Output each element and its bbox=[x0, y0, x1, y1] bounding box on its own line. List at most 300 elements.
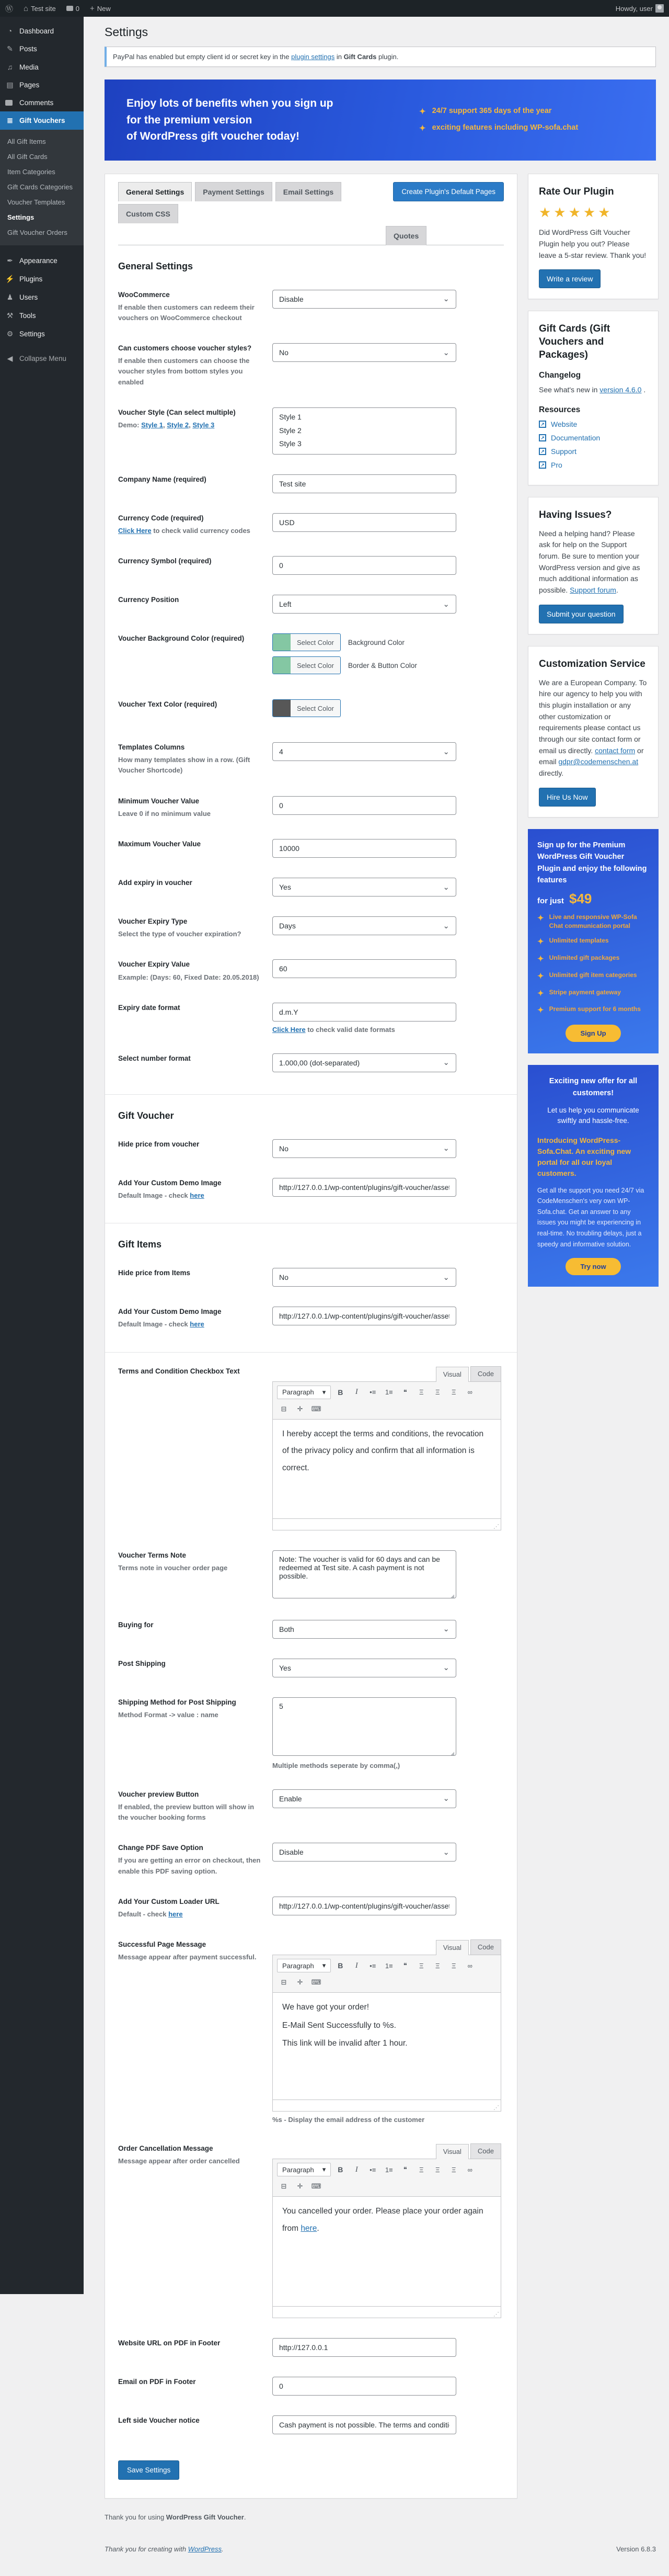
try-now-button[interactable]: Try now bbox=[566, 1258, 620, 1275]
price-value: $49 bbox=[569, 890, 592, 906]
sidebar-item-plugins[interactable] bbox=[0, 270, 84, 288]
field-sublabel bbox=[118, 302, 261, 323]
select-change-pdf-save-option[interactable] bbox=[272, 1843, 456, 1862]
comments-bubble-icon bbox=[66, 6, 73, 11]
voucher-style-multiselect[interactable] bbox=[272, 407, 456, 455]
align-right-icon[interactable]: Ξ bbox=[452, 2165, 456, 2174]
external-link-icon: ↗ bbox=[539, 448, 546, 455]
sublabel-text: Default Image - check bbox=[118, 1191, 190, 1200]
save-settings-button[interactable]: Save Settings bbox=[118, 2460, 179, 2480]
sidebar-item-users[interactable] bbox=[0, 288, 84, 307]
fullscreen-icon[interactable]: ✛ bbox=[297, 1404, 303, 1413]
submenu-item-item-categories[interactable]: Item Categories bbox=[7, 168, 55, 176]
customization-text-text: We are a European Company. To hire our agency to help you with this plugin installation or any other customization or requirements please contact us through our site contact form or email us directly. bbox=[539, 678, 647, 755]
align-left-icon[interactable]: Ξ bbox=[419, 1388, 424, 1397]
form-row bbox=[118, 2338, 504, 2357]
editor-paragraph bbox=[282, 1426, 491, 1477]
field-sublabel bbox=[118, 809, 261, 819]
select-buying-for[interactable] bbox=[272, 1620, 456, 1639]
keyboard-icon[interactable]: ⌨ bbox=[311, 1404, 321, 1413]
select-value: Disable bbox=[279, 1848, 304, 1857]
field-control-cell bbox=[272, 1843, 504, 1877]
numbered-list-icon[interactable]: 1≡ bbox=[385, 2165, 393, 2174]
field-label: Left side Voucher notice bbox=[118, 2416, 200, 2425]
input-currency-code[interactable] bbox=[272, 513, 456, 532]
editor-content[interactable] bbox=[272, 2197, 501, 2307]
chevron-down-icon: ⌄ bbox=[443, 1625, 449, 1634]
sidebar-item-gift-vouchers[interactable] bbox=[0, 111, 84, 130]
customization-text bbox=[539, 677, 648, 779]
sublabel-text: Select the type of voucher expiration? bbox=[118, 930, 241, 938]
editor-link[interactable]: here bbox=[301, 2223, 317, 2233]
changelog-text-text: . bbox=[641, 385, 646, 394]
new-content-menu[interactable] bbox=[85, 0, 116, 17]
field-label: Voucher preview Button bbox=[118, 1790, 199, 1798]
section-title: General Settings bbox=[118, 260, 193, 271]
field-control-cell bbox=[272, 1307, 504, 1330]
field-label: Expiry date format bbox=[118, 1003, 180, 1012]
form-row bbox=[118, 513, 504, 536]
new-label: New bbox=[97, 4, 111, 13]
sidebar-item-label: Gift Vouchers bbox=[19, 117, 65, 124]
field-label: Currency Code (required) bbox=[118, 514, 204, 522]
color-caption: Border & Button Color bbox=[348, 661, 417, 669]
multiselect-option[interactable]: Style 1 bbox=[279, 412, 302, 421]
resource-link-pro[interactable]: Pro bbox=[551, 461, 562, 469]
having-issues-title: Having Issues? bbox=[539, 509, 612, 520]
wp-footer-text-text: . bbox=[222, 2545, 224, 2554]
wp-footer bbox=[105, 2545, 656, 2566]
select-color-button[interactable] bbox=[272, 656, 341, 674]
field-label-cell bbox=[118, 1659, 272, 1677]
chevron-down-icon: ⌄ bbox=[443, 1847, 449, 1857]
sidebar-item-appearance[interactable] bbox=[0, 252, 84, 270]
textarea-shipping-method-for-post-shipping[interactable] bbox=[272, 1697, 456, 1756]
editor-text: We have got your order! bbox=[282, 2003, 369, 2012]
input-add-your-custom-demo-image[interactable] bbox=[272, 1307, 456, 1325]
field-label-cell bbox=[118, 513, 272, 536]
field-label: Shipping Method for Post Shipping bbox=[118, 1698, 236, 1706]
select-color-button[interactable] bbox=[272, 699, 341, 717]
sparkle-icon: ✦ bbox=[537, 937, 544, 947]
input-email-on-pdf-in-footer[interactable] bbox=[272, 2377, 456, 2396]
field-control-cell bbox=[272, 742, 504, 776]
having-issues-text-link[interactable]: Support forum bbox=[570, 586, 616, 595]
form-row bbox=[118, 1053, 504, 1072]
users-icon: ♟ bbox=[6, 293, 14, 301]
form-row bbox=[118, 878, 504, 897]
sparkle-icon: ✦ bbox=[537, 971, 544, 981]
write-review-button[interactable]: Write a review bbox=[539, 269, 601, 288]
wp-footer-text-link[interactable]: WordPress bbox=[188, 2545, 222, 2554]
editor-code-tab[interactable]: Code bbox=[470, 1366, 501, 1381]
editor-visual-tab[interactable]: Visual bbox=[436, 1367, 469, 1382]
tab-payment-settings[interactable]: Payment Settings bbox=[195, 182, 272, 201]
sublabel-link[interactable]: Style 2 bbox=[167, 421, 189, 429]
field-label: Voucher Expiry Value bbox=[118, 960, 190, 969]
editor-paragraph bbox=[282, 1999, 491, 2016]
chevron-down-icon: ⌄ bbox=[443, 1663, 449, 1673]
field-label: Currency Symbol (required) bbox=[118, 557, 212, 565]
sublabel-link[interactable]: Click Here bbox=[118, 526, 152, 535]
sidebar-item-comments[interactable] bbox=[0, 94, 84, 111]
keyboard-icon[interactable]: ⌨ bbox=[311, 2182, 321, 2191]
bold-icon[interactable]: B bbox=[338, 1961, 343, 1970]
field-label-cell bbox=[118, 1789, 272, 1823]
sublabel-text: If you are getting an error on checkout, then enable this PDF saving option. bbox=[118, 1856, 261, 1875]
bullet-list-icon[interactable]: •≡ bbox=[370, 2165, 376, 2174]
field-label-cell bbox=[118, 1003, 272, 1034]
select-value: Days bbox=[279, 922, 296, 930]
bullet-list-icon[interactable]: •≡ bbox=[370, 1961, 376, 1970]
numbered-list-icon[interactable]: 1≡ bbox=[385, 1388, 393, 1397]
select-can-customers-choose-voucher-styles-[interactable] bbox=[272, 343, 456, 362]
form-row bbox=[118, 839, 504, 858]
form-row bbox=[118, 1620, 504, 1639]
tab-email-settings[interactable]: Email Settings bbox=[275, 182, 341, 201]
align-right-icon[interactable]: Ξ bbox=[452, 1388, 456, 1397]
premium-feature-text: Stripe payment gateway bbox=[549, 988, 621, 996]
chevron-down-icon: ⌄ bbox=[443, 882, 449, 892]
field-control-cell bbox=[272, 343, 504, 388]
bold-icon[interactable]: B bbox=[338, 1388, 343, 1397]
editor-visual-tab[interactable]: Visual bbox=[436, 2144, 469, 2159]
chevron-down-icon: ⌄ bbox=[443, 1058, 449, 1068]
input-expiry-date-format[interactable] bbox=[272, 1003, 456, 1022]
field-control-cell bbox=[272, 2338, 504, 2357]
select-hide-price-from-voucher[interactable] bbox=[272, 1139, 456, 1158]
note-link[interactable]: Click Here bbox=[272, 1025, 306, 1034]
banner-bullet-text: 24/7 support 365 days of the year bbox=[432, 107, 552, 116]
sublabel-link[interactable]: here bbox=[168, 1910, 183, 1918]
color-caption: Background Color bbox=[348, 638, 405, 646]
sublabel-link[interactable]: here bbox=[190, 1320, 204, 1329]
field-control-cell bbox=[272, 1939, 504, 2124]
align-left-icon[interactable]: Ξ bbox=[419, 2165, 424, 2174]
sidebar-item-label: Media bbox=[19, 63, 39, 71]
field-control-cell bbox=[272, 1053, 504, 1072]
section-title: Gift Voucher bbox=[118, 1110, 174, 1121]
chevron-down-icon: ⌄ bbox=[443, 348, 449, 357]
resource-link-row bbox=[539, 420, 648, 428]
resource-link-row bbox=[539, 461, 648, 469]
gift-cards-card bbox=[528, 311, 659, 485]
field-label-cell bbox=[118, 1053, 272, 1072]
field-label-cell bbox=[118, 2377, 272, 2396]
paragraph-format-select[interactable] bbox=[277, 2163, 331, 2176]
field-control-cell bbox=[272, 595, 504, 614]
more-tag-icon[interactable]: ⊟ bbox=[281, 2182, 287, 2191]
plugins-icon: ⚡ bbox=[5, 275, 15, 283]
textarea-voucher-terms-note[interactable] bbox=[272, 1550, 456, 1598]
align-right-icon[interactable]: Ξ bbox=[452, 1961, 456, 1970]
form-row bbox=[118, 1843, 504, 1877]
gift-vouchers-submenu bbox=[0, 130, 84, 245]
input-minimum-voucher-value[interactable] bbox=[272, 796, 456, 815]
field-label-cell bbox=[118, 1366, 272, 1530]
form-row bbox=[118, 2377, 504, 2396]
form-row bbox=[118, 343, 504, 388]
numbered-list-icon[interactable]: 1≡ bbox=[385, 1961, 393, 1970]
submenu-item-gift-cards-categories[interactable]: Gift Cards Categories bbox=[7, 183, 73, 191]
sublabel-link[interactable]: Style 1 bbox=[141, 421, 163, 429]
sidebar-item-dashboard[interactable] bbox=[0, 22, 84, 40]
resource-link-row bbox=[539, 447, 648, 456]
input-left-side-voucher-notice[interactable] bbox=[272, 2415, 456, 2434]
bold-icon[interactable]: B bbox=[338, 2165, 343, 2174]
editor-content[interactable] bbox=[272, 1420, 501, 1519]
bullet-list-icon[interactable]: •≡ bbox=[370, 1388, 376, 1397]
editor-text: I hereby accept the terms and conditions, the revocation of the privacy policy and confirm that all information is correct. bbox=[282, 1429, 484, 1472]
select-voucher-preview-button[interactable] bbox=[272, 1789, 456, 1808]
external-link-icon: ↗ bbox=[539, 434, 546, 441]
field-label-cell bbox=[118, 878, 272, 897]
select-templates-columns[interactable] bbox=[272, 742, 456, 761]
link-icon[interactable]: ∞ bbox=[467, 1961, 472, 1970]
submit-question-button[interactable]: Submit your question bbox=[539, 605, 624, 623]
create-default-pages-button[interactable]: Create Plugin's Default Pages bbox=[393, 182, 504, 201]
editor-toolbar-row bbox=[277, 1386, 497, 1399]
form-row bbox=[118, 1268, 504, 1287]
editor-code-tab[interactable]: Code bbox=[470, 2143, 501, 2159]
field-control-cell bbox=[272, 1897, 504, 1920]
sidebar-item-tools[interactable] bbox=[0, 307, 84, 325]
field-label: Maximum Voucher Value bbox=[118, 840, 201, 848]
editor-visual-tab[interactable]: Visual bbox=[436, 1940, 469, 1955]
plugin-footer-text-bold: WordPress Gift Voucher bbox=[166, 2513, 244, 2522]
wp-editor bbox=[272, 1939, 501, 2112]
field-control-cell bbox=[272, 1550, 504, 1600]
align-left-icon[interactable]: Ξ bbox=[419, 1961, 424, 1970]
select-currency-position[interactable] bbox=[272, 595, 456, 614]
field-label-cell bbox=[118, 343, 272, 388]
customization-text-link[interactable]: contact form bbox=[595, 746, 636, 755]
field-label: Website URL on PDF in Footer bbox=[118, 2339, 221, 2347]
settings-icon: ⚙ bbox=[6, 330, 14, 338]
field-control-cell bbox=[272, 2143, 504, 2318]
sidebar-item-media[interactable] bbox=[0, 58, 84, 76]
page-title: Settings bbox=[105, 25, 148, 39]
sublabel-text: Demo: bbox=[118, 421, 142, 429]
wp-logo-menu[interactable] bbox=[0, 0, 18, 17]
editor-paragraph bbox=[282, 2017, 491, 2035]
submenu-item-voucher-templates[interactable]: Voucher Templates bbox=[7, 198, 65, 206]
sublabel-text: Message appear after payment successful. bbox=[118, 1953, 257, 1961]
changelog-text bbox=[539, 384, 648, 396]
link-icon[interactable]: ∞ bbox=[467, 2165, 472, 2174]
form-row bbox=[118, 1139, 504, 1158]
sparkle-icon: ✦ bbox=[537, 989, 544, 998]
wp-footer-text bbox=[105, 2545, 224, 2553]
paragraph-format-select[interactable] bbox=[277, 1959, 331, 1972]
input-maximum-voucher-value[interactable] bbox=[272, 839, 456, 858]
paypal-notice-text-link[interactable]: plugin settings bbox=[291, 53, 335, 61]
premium-banner[interactable] bbox=[105, 80, 656, 161]
resource-link-documentation[interactable]: Documentation bbox=[551, 434, 601, 442]
collapse-icon: ◀ bbox=[7, 354, 13, 362]
link-icon[interactable]: ∞ bbox=[467, 1388, 472, 1397]
field-label-cell bbox=[118, 2143, 272, 2318]
tab-custom-css[interactable]: Custom CSS bbox=[118, 204, 178, 223]
hire-us-button[interactable]: Hire Us Now bbox=[539, 788, 596, 807]
comments-admin-bar[interactable] bbox=[61, 0, 85, 17]
banner-bullets bbox=[419, 99, 578, 140]
field-sublabel bbox=[118, 2156, 261, 2166]
submenu-item-settings[interactable]: Settings bbox=[7, 213, 34, 221]
form-row bbox=[118, 742, 504, 776]
tab-quotes[interactable]: Quotes bbox=[386, 226, 426, 245]
align-center-icon[interactable]: Ξ bbox=[435, 1961, 440, 1970]
editor-toolbar-row bbox=[277, 1403, 497, 1415]
input-website-url-on-pdf-in-footer[interactable] bbox=[272, 2338, 456, 2357]
field-control-cell bbox=[272, 699, 504, 722]
field-sublabel bbox=[118, 1909, 261, 1920]
sidebar-item-settings[interactable] bbox=[0, 325, 84, 343]
site-name-menu[interactable] bbox=[18, 0, 61, 17]
fullscreen-icon[interactable]: ✛ bbox=[297, 2182, 303, 2191]
form-row bbox=[118, 2143, 504, 2318]
field-sublabel bbox=[118, 929, 261, 939]
input-company-name[interactable] bbox=[272, 474, 456, 493]
field-control-cell bbox=[272, 1178, 504, 1201]
multiselect-option[interactable]: Style 2 bbox=[279, 426, 302, 435]
field-label: Add Your Custom Demo Image bbox=[118, 1308, 222, 1316]
select-value: 4 bbox=[279, 747, 283, 756]
field-control-cell bbox=[272, 1003, 504, 1034]
blockquote-icon[interactable]: ❝ bbox=[403, 2165, 407, 2174]
multiselect-option[interactable]: Style 3 bbox=[279, 439, 302, 448]
form-row bbox=[118, 290, 504, 324]
sidebar-item-label: Collapse Menu bbox=[19, 355, 67, 362]
field-control-cell bbox=[272, 556, 504, 575]
banner-headline-line: of WordPress gift voucher today! bbox=[126, 130, 299, 142]
select-value: Disable bbox=[279, 294, 304, 303]
editor-text: E-Mail Sent Successfully to %s. bbox=[282, 2021, 396, 2030]
resource-link-website[interactable]: Website bbox=[551, 420, 578, 428]
submenu-item-all-gift-cards[interactable]: All Gift Cards bbox=[7, 153, 48, 161]
sublabel-link[interactable]: Style 3 bbox=[192, 421, 215, 429]
sidebar-item-collapse-menu[interactable] bbox=[0, 349, 84, 368]
blockquote-icon[interactable]: ❝ bbox=[403, 1961, 407, 1970]
paragraph-label: Paragraph bbox=[282, 1388, 314, 1397]
sublabel-link[interactable]: here bbox=[190, 1191, 204, 1200]
submenu-item-all-gift-items[interactable]: All Gift Items bbox=[7, 138, 46, 145]
field-sublabel bbox=[118, 1563, 261, 1573]
input-add-your-custom-demo-image[interactable] bbox=[272, 1178, 456, 1197]
input-voucher-expiry-value[interactable] bbox=[272, 959, 456, 978]
resource-link-support[interactable]: Support bbox=[551, 447, 577, 456]
form-row bbox=[118, 959, 504, 982]
field-sublabel bbox=[118, 526, 261, 536]
sidebar-item-posts[interactable] bbox=[0, 40, 84, 58]
account-menu[interactable] bbox=[610, 0, 669, 17]
blockquote-icon[interactable]: ❝ bbox=[403, 1388, 407, 1396]
field-control-cell bbox=[272, 1366, 504, 1530]
field-sublabel bbox=[118, 755, 261, 776]
field-control-cell bbox=[272, 2377, 504, 2396]
wp-editor bbox=[272, 2143, 501, 2318]
field-label: Buying for bbox=[118, 1620, 154, 1629]
changelog-text-link[interactable]: version 4.6.0 bbox=[599, 385, 642, 394]
field-sublabel bbox=[118, 356, 261, 387]
select-post-shipping[interactable] bbox=[272, 1659, 456, 1677]
select-hide-price-from-items[interactable] bbox=[272, 1268, 456, 1287]
section-divider bbox=[105, 1094, 517, 1095]
tab-general-settings[interactable]: General Settings bbox=[118, 182, 192, 201]
field-label: Successful Page Message bbox=[118, 1940, 206, 1949]
settings-panel bbox=[105, 174, 517, 2499]
italic-icon[interactable]: I bbox=[355, 2165, 358, 2174]
editor-code-tab[interactable]: Code bbox=[470, 1939, 501, 1955]
site-name-label: Test site bbox=[31, 4, 56, 13]
comments-count: 0 bbox=[75, 4, 79, 13]
field-label: Currency Position bbox=[118, 596, 179, 604]
sublabel-text: Leave 0 if no minimum value bbox=[118, 809, 211, 818]
select-color-button[interactable] bbox=[272, 633, 341, 651]
field-control-cell bbox=[272, 290, 504, 324]
select-select-number-format[interactable] bbox=[272, 1053, 456, 1072]
field-label: Voucher Text Color (required) bbox=[118, 700, 217, 709]
editor-toolbar-row bbox=[277, 1976, 497, 1989]
italic-icon[interactable]: I bbox=[355, 1961, 358, 1970]
field-note bbox=[272, 1762, 504, 1769]
input-add-your-custom-loader-url[interactable] bbox=[272, 1897, 456, 1915]
select-add-expiry-in-voucher[interactable] bbox=[272, 878, 456, 897]
input-currency-symbol[interactable] bbox=[272, 556, 456, 575]
keyboard-icon[interactable]: ⌨ bbox=[311, 1978, 321, 1987]
customization-text-link[interactable]: gdpr@codemenschen.at bbox=[558, 757, 639, 766]
editor-text: . bbox=[317, 2223, 319, 2233]
note-text: %s - Display the email address of the customer bbox=[272, 2116, 425, 2124]
fullscreen-icon[interactable]: ✛ bbox=[297, 1978, 303, 1987]
align-center-icon[interactable]: Ξ bbox=[435, 2165, 440, 2174]
italic-icon[interactable]: I bbox=[355, 1388, 358, 1397]
select-voucher-expiry-type[interactable] bbox=[272, 916, 456, 935]
chat-promo-heading: Exciting new offer for all customers! bbox=[549, 1077, 638, 1097]
sign-up-button[interactable]: Sign Up bbox=[566, 1025, 620, 1042]
field-sublabel bbox=[118, 1802, 261, 1823]
sublabel-text: Default - check bbox=[118, 1910, 169, 1918]
sidebar-item-pages[interactable] bbox=[0, 76, 84, 94]
field-label: Templates Columns bbox=[118, 743, 185, 752]
field-sublabel bbox=[118, 1710, 261, 1720]
align-center-icon[interactable]: Ξ bbox=[435, 1388, 440, 1397]
form-row bbox=[118, 1550, 504, 1600]
field-sublabel bbox=[118, 1952, 261, 1962]
editor-content[interactable] bbox=[272, 1993, 501, 2100]
form-row bbox=[118, 1366, 504, 1530]
admin-sidebar bbox=[0, 17, 84, 2294]
select-woocommerce[interactable] bbox=[272, 290, 456, 309]
field-label: Hide price from Items bbox=[118, 1269, 191, 1277]
field-label-cell bbox=[118, 1139, 272, 1158]
submenu-item-gift-voucher-orders[interactable]: Gift Voucher Orders bbox=[7, 229, 67, 236]
form-row bbox=[118, 1939, 504, 2124]
chevron-down-icon: ⌄ bbox=[443, 294, 449, 303]
wp-version: Version 6.8.3 bbox=[616, 2545, 656, 2554]
plus-icon: + bbox=[90, 4, 95, 13]
field-label: Hide price from voucher bbox=[118, 1140, 200, 1148]
posts-icon: ✎ bbox=[7, 44, 13, 53]
field-label: Can customers choose voucher styles? bbox=[118, 344, 252, 353]
field-control-cell bbox=[272, 474, 504, 493]
banner-headline bbox=[126, 95, 372, 145]
more-tag-icon[interactable]: ⊟ bbox=[281, 1404, 287, 1413]
select-value: Both bbox=[279, 1625, 294, 1633]
paragraph-format-select[interactable] bbox=[277, 1386, 331, 1399]
more-tag-icon[interactable]: ⊟ bbox=[281, 1978, 287, 1987]
field-label: Voucher Style (Can select multiple) bbox=[118, 408, 236, 416]
